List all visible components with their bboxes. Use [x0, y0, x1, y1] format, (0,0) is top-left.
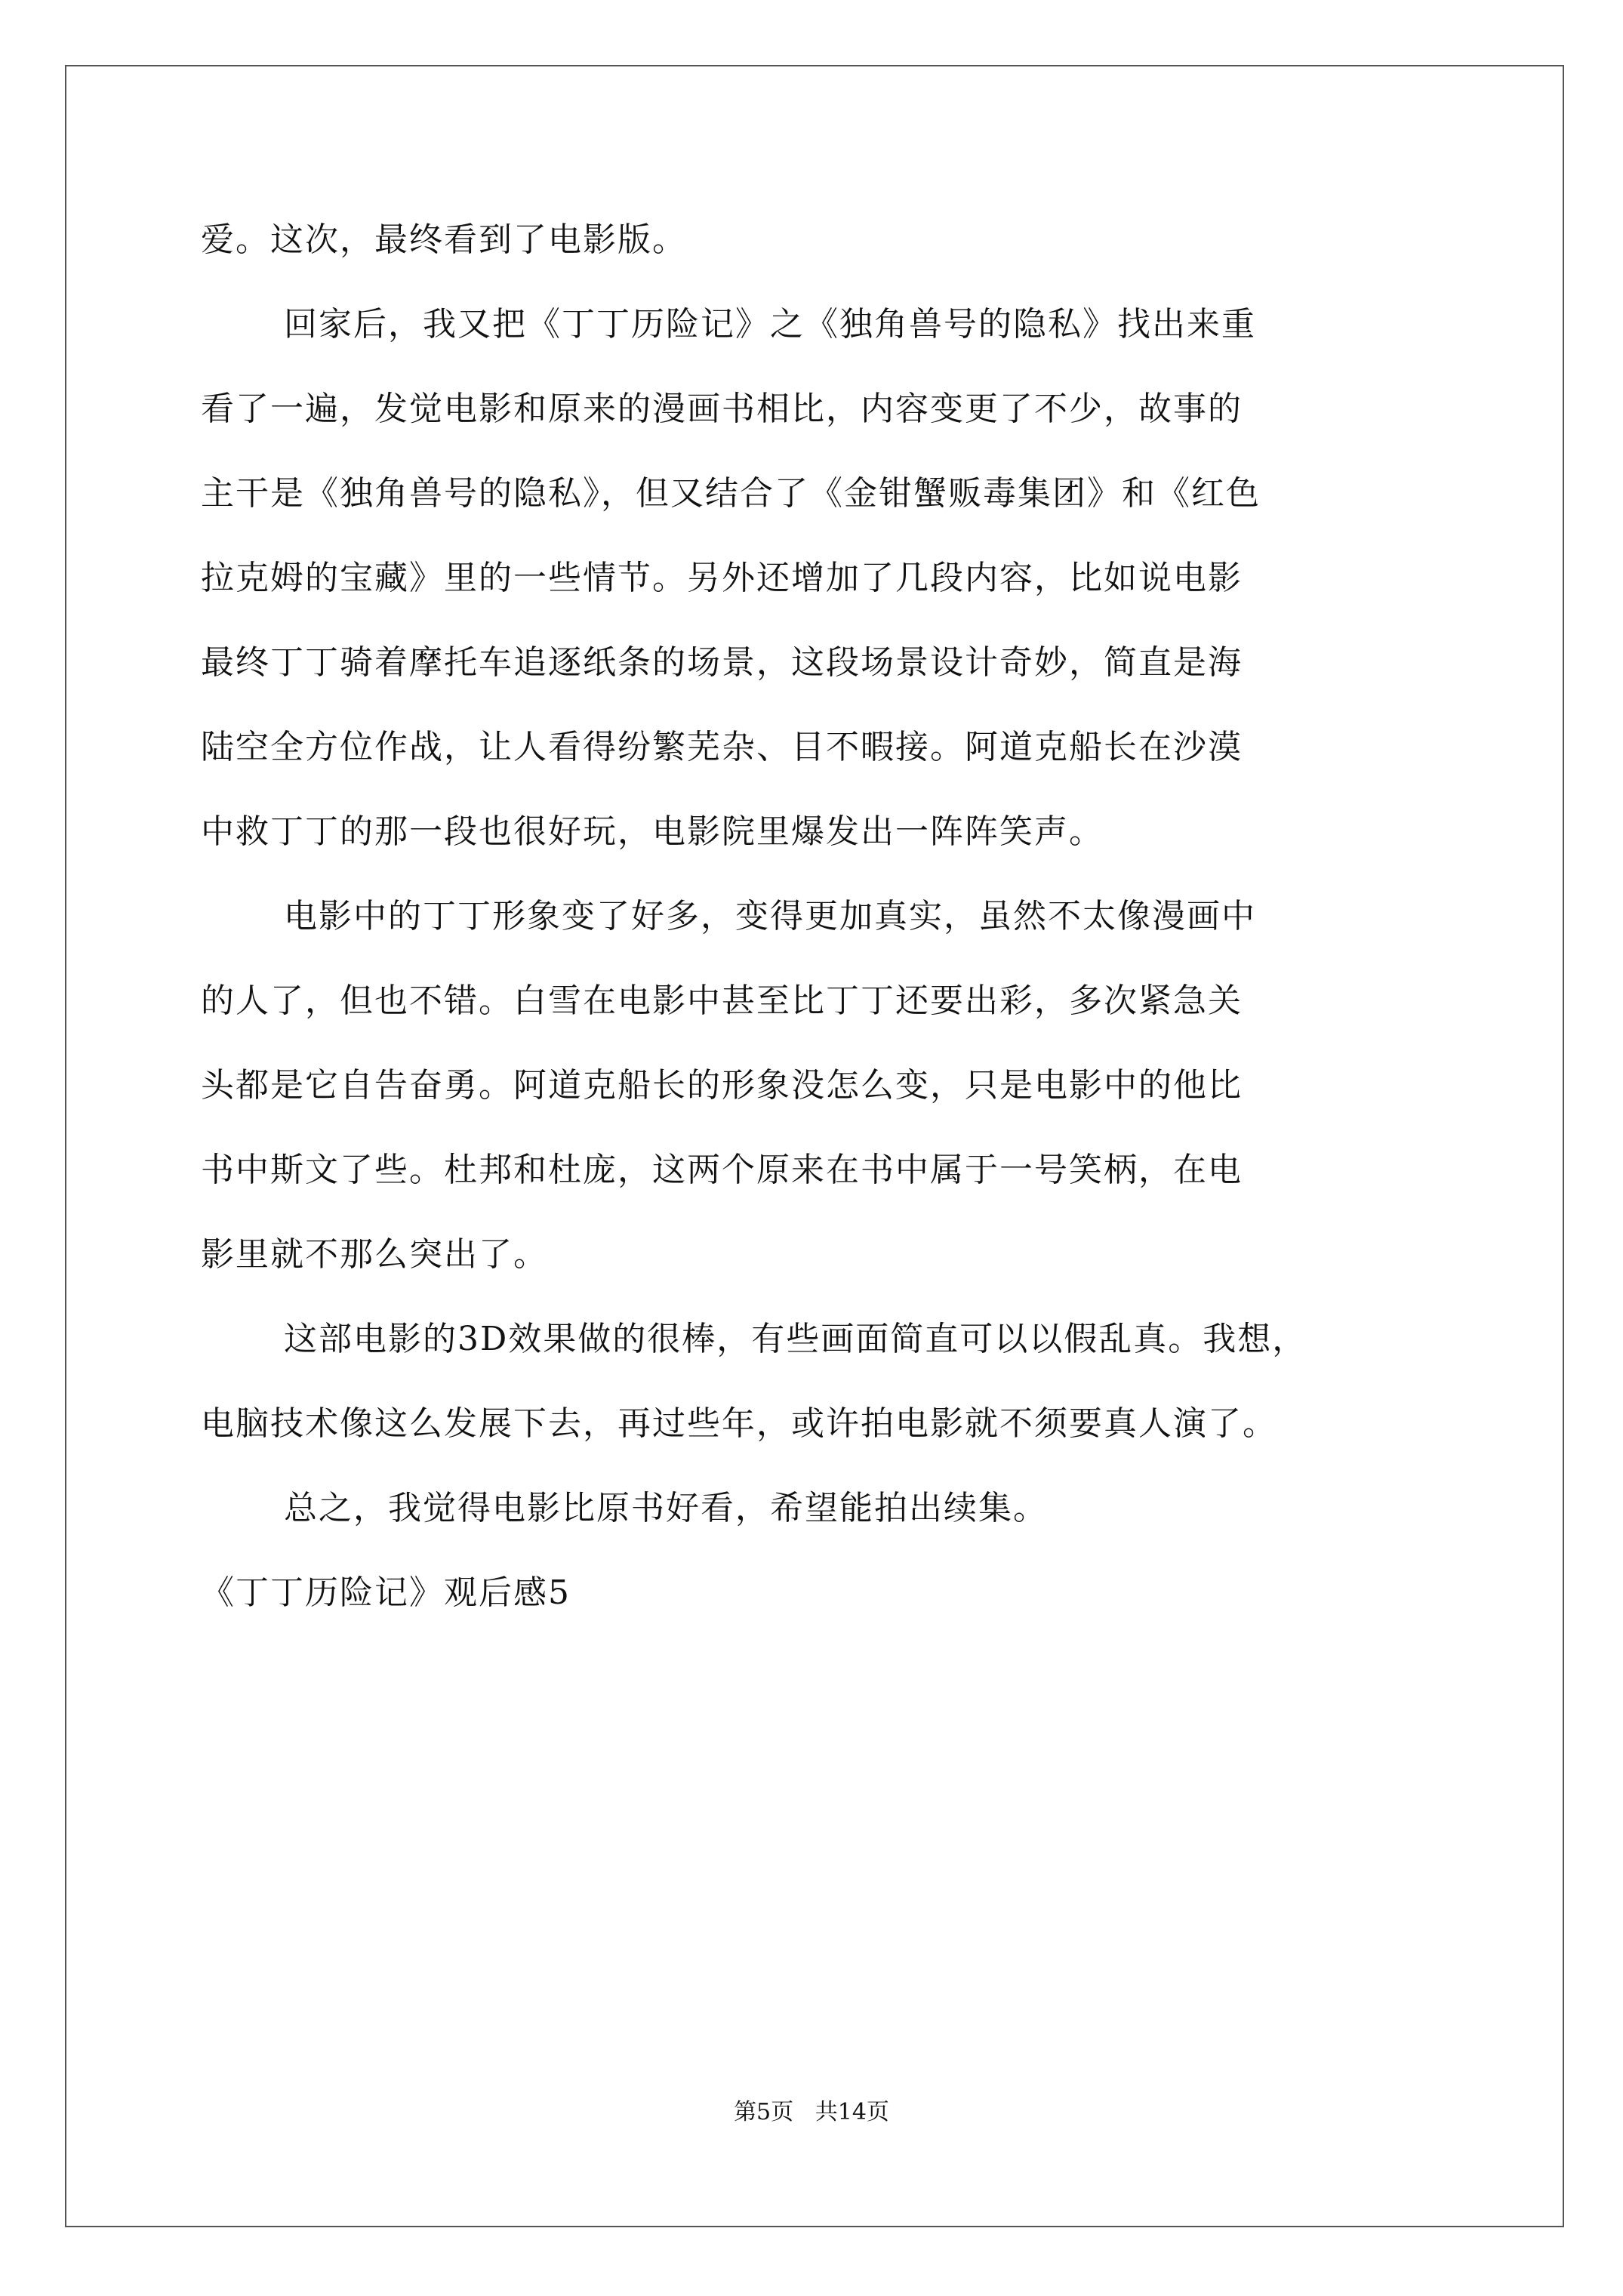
text-line: 总之，我觉得电影比原书好看，希望能拍出续集。	[284, 1489, 1048, 1527]
text-line: 爱。这次，最终看到了电影版。	[201, 220, 687, 259]
text-line: 回家后，我又把《丁丁历险记》之《独角兽号的隐私》找出来重	[284, 305, 1256, 344]
text-line: 的人了，但也不错。白雪在电影中甚至比丁丁还要出彩，多次紧急关	[201, 982, 1243, 1020]
text-line: 电脑技术像这么发展下去，再过些年，或许拍电影就不须要真人演了。	[201, 1404, 1277, 1443]
text-line: 拉克姆的宝藏》里的一些情节。另外还增加了几段内容，比如说电影	[201, 559, 1243, 597]
text-line: 中救丁丁的那一段也很好玩，电影院里爆发出一阵阵笑声。	[201, 812, 1104, 851]
section-heading: 《丁丁历险记》观后感5	[201, 1573, 571, 1612]
text-line: 影里就不那么突出了。	[201, 1235, 548, 1274]
text-line: 陆空全方位作战，让人看得纷繁芜杂、目不暇接。阿道克船长在沙漠	[201, 728, 1243, 766]
text-line: 最终丁丁骑着摩托车追逐纸条的场景，这段场景设计奇妙，简直是海	[201, 643, 1243, 682]
text-line: 看了一遍，发觉电影和原来的漫画书相比，内容变更了不少，故事的	[201, 390, 1243, 428]
text-line: 电影中的丁丁形象变了好多，变得更加真实，虽然不太像漫画中	[284, 897, 1256, 935]
text-line: 主干是《独角兽号的隐私》，但又结合了《金钳蟹贩毒集团》和《红色	[201, 474, 1261, 513]
text-line: 这部电影的3D效果做的很棒，有些画面简直可以以假乱真。我想，	[284, 1320, 1307, 1358]
text-line: 头都是它自告奋勇。阿道克船长的形象没怎么变，只是电影中的他比	[201, 1066, 1243, 1105]
page-number: 第5页 共14页	[734, 2099, 889, 2125]
text-line: 书中斯文了些。杜邦和杜庞，这两个原来在书中属于一号笑柄，在电	[201, 1151, 1243, 1189]
